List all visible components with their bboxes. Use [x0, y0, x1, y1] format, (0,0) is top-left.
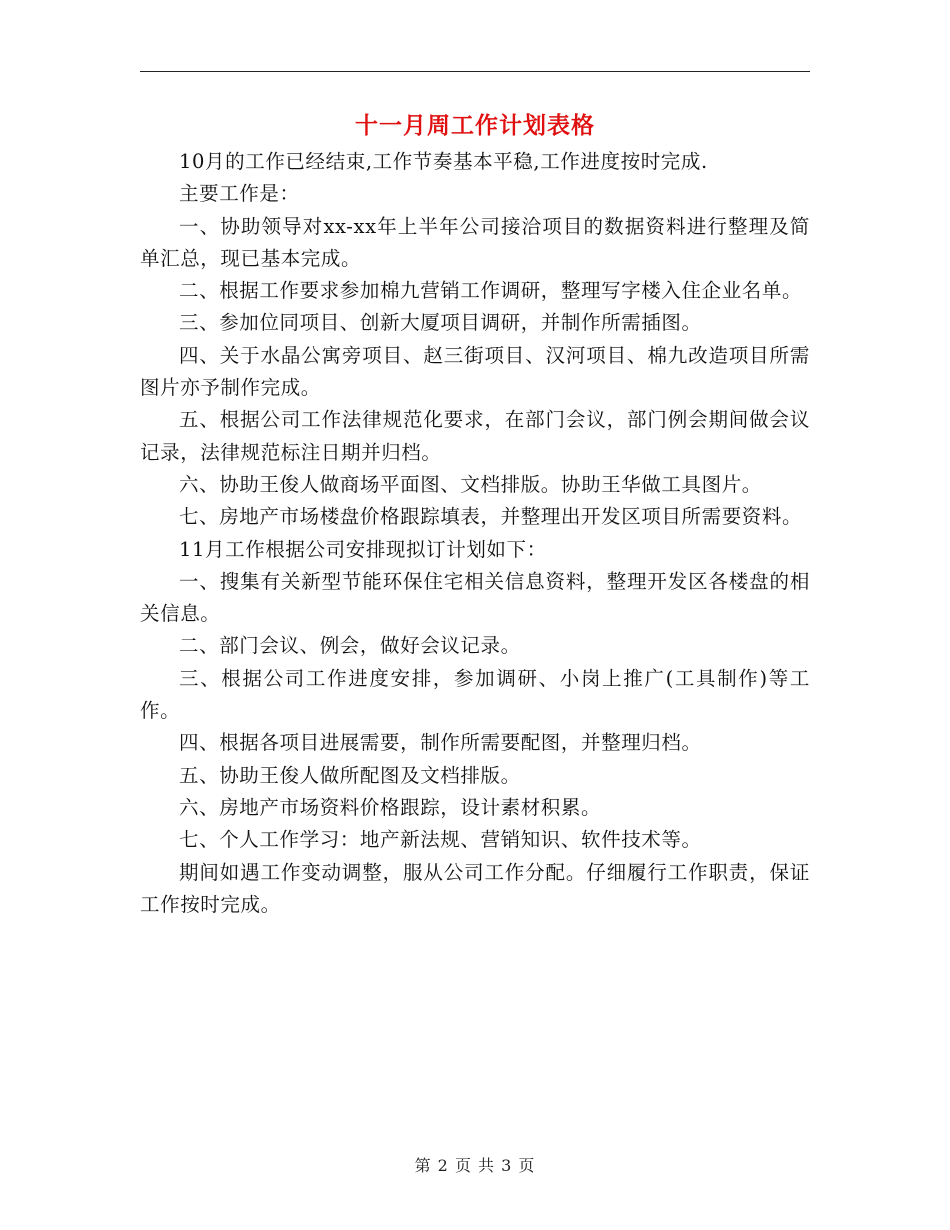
page-number-footer: 第 2 页 共 3 页 [414, 1156, 536, 1175]
paragraph-plan-item-2: 二、部门会议、例会，做好会议记录。 [179, 634, 521, 658]
header-rule [140, 71, 810, 72]
paragraph-plan-item-5: 五、协助王俊人做所配图及文档排版。 [179, 763, 521, 787]
paragraph-plan-item-7: 七、个人工作学习：地产新法规、营销知识、软件技术等。 [179, 828, 702, 852]
document-title: 十一月周工作计划表格 [355, 112, 595, 139]
paragraph-main-work-heading: 主要工作是： [179, 182, 300, 206]
paragraph-plan-item-1: 一、搜集有关新型节能环保住宅相关信息资料，整理开发区各楼盘的相关信息。 [140, 569, 810, 626]
paragraph-done-item-6: 六、协助王俊人做商场平面图、文档排版。协助王华做工具图片。 [179, 472, 762, 496]
paragraph-plan-item-3: 三、根据公司工作进度安排，参加调研、小岗上推广(工具制作)等工作。 [140, 666, 810, 723]
document-body [140, 146, 810, 921]
paragraph-done-item-4: 四、关于水晶公寓旁项目、赵三街项目、汉河项目、棉九改造项目所需图片亦予制作完成。 [140, 343, 810, 400]
paragraph-done-item-2: 二、根据工作要求参加棉九营销工作调研，整理写字楼入住企业名单。 [179, 279, 803, 303]
paragraph-done-item-1: 一、协助领导对xx-xx年上半年公司接洽项目的数据资料进行整理及简单汇总，现已基本完成。 [140, 214, 810, 270]
paragraph-done-item-5: 五、根据公司工作法律规范化要求，在部门会议，部门例会期间做会议记录，法律规范标注日期并归档。 [140, 408, 810, 464]
paragraph-done-item-7: 七、房地产市场楼盘价格跟踪填表，并整理出开发区项目所需要资料。 [179, 505, 803, 529]
paragraph-intro: 10月的工作已经结束,工作节奏基本平稳,工作进度按时完成. [179, 150, 708, 173]
paragraph-closing: 期间如遇工作变动调整，服从公司工作分配。仔细履行工作职责，保证工作按时完成。 [140, 860, 810, 916]
paragraph-plan-item-6: 六、房地产市场资料价格跟踪，设计素材积累。 [179, 795, 602, 819]
paragraph-done-item-3: 三、参加位同项目、创新大厦项目调研，并制作所需插图。 [179, 311, 702, 335]
paragraph-plan-heading: 11月工作根据公司安排现拟订计划如下： [179, 537, 547, 561]
paragraph-plan-item-4: 四、根据各项目进展需要，制作所需要配图，并整理归档。 [179, 731, 702, 755]
